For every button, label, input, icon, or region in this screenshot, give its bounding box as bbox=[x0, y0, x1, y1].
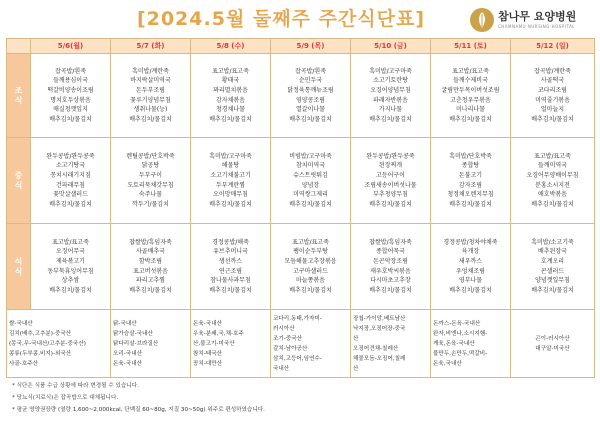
origin-cell bbox=[351, 310, 431, 378]
menu-item: 표고밥/표고죽 bbox=[52, 238, 89, 246]
origin-line: 장첩-가이앙,베트남산 bbox=[353, 315, 406, 322]
menu-item: 굴림만두목이버섯조림 bbox=[441, 86, 500, 94]
menu-item: 생선까스 bbox=[218, 257, 243, 265]
menu-item: 호계오리 bbox=[540, 257, 565, 265]
menu-item: 찹쌀밥/흑임자죽 bbox=[129, 238, 172, 246]
menu-item: 깍두기/물김치 bbox=[132, 200, 169, 208]
menu-item: 슈스트릿튀김 bbox=[293, 171, 328, 179]
menu-cell bbox=[31, 138, 111, 224]
menu-item: 가지나물 bbox=[378, 106, 403, 114]
origin-line: 불만두,손만두,떡갈비- bbox=[433, 350, 488, 357]
menu-item: 팽이순두부탕 bbox=[293, 248, 328, 256]
menu-item: 배추김치/물김치 bbox=[129, 115, 172, 123]
meal-label-text: 중식 bbox=[14, 170, 23, 191]
origin-cell bbox=[191, 310, 271, 378]
menu-item: 배추김치/물김치 bbox=[49, 286, 92, 294]
menu-item: 잡곡밥/흰죽 bbox=[54, 67, 86, 75]
meal-row bbox=[7, 54, 595, 138]
day-header: 5/12 (일) bbox=[511, 39, 595, 54]
menu-item: 꽈리멸치볶음 bbox=[213, 86, 248, 94]
menu-item: 배추김치/물김치 bbox=[369, 115, 412, 123]
menu-item: 배추김치/물김치 bbox=[449, 200, 492, 208]
menu-item: 종합탕 bbox=[461, 162, 480, 170]
menu-item: 오징어양념무침 bbox=[370, 86, 411, 94]
menu-item: 해물탕 bbox=[221, 162, 240, 170]
menu-item: 청정채오렌지무침 bbox=[447, 191, 494, 199]
menu-item: 흑미밥/고구마죽 bbox=[369, 67, 412, 75]
menu-cell bbox=[431, 138, 511, 224]
meal-row bbox=[7, 224, 595, 310]
menu-item: 참치미역국 bbox=[296, 162, 325, 170]
origin-line: 돈육,국내산 bbox=[433, 360, 462, 367]
menu-item: 새우까스 bbox=[458, 257, 483, 265]
meal-label bbox=[7, 138, 31, 224]
menu-item: 배추김치/물김치 bbox=[531, 286, 574, 294]
origin-line: 꽁치-대만산 bbox=[193, 360, 223, 367]
menu-item: 배추김치/물김치 bbox=[209, 200, 252, 208]
menu-item: 파리고추찜 bbox=[136, 277, 165, 285]
menu-item: 콘샐러드 bbox=[540, 267, 565, 275]
menu-item: 영양콩조림 bbox=[296, 96, 325, 104]
menu-item: 들깨미역국 bbox=[538, 162, 567, 170]
note-line: * 당뇨식(치료식)은 잡곡밥으로 대체됩니다. bbox=[12, 395, 119, 401]
menu-cell bbox=[351, 224, 431, 310]
menu-item: 흑미밥/단호박죽 bbox=[449, 152, 492, 160]
menu-item: 감자채볶음 bbox=[216, 96, 245, 104]
menu-item: 새우호박씨볶음 bbox=[370, 267, 411, 275]
menu-cell bbox=[511, 138, 595, 224]
menu-item: 참나물사과무침 bbox=[210, 277, 251, 285]
menu-item: 미역쌍그제리 bbox=[293, 191, 328, 199]
menu-item: 유브추머니국 bbox=[213, 248, 248, 256]
origin-line: 국내산 bbox=[273, 365, 290, 372]
origin-line: 대구알-미국산 bbox=[535, 345, 570, 352]
menu-item: 돈두부조림 bbox=[136, 86, 165, 94]
origin-line: 닭가슴살-국내산 bbox=[113, 330, 153, 337]
menu-item: 육개장 bbox=[461, 248, 480, 256]
origin-line: 산 bbox=[353, 335, 359, 342]
origin-line: 쌀-국내산 bbox=[9, 320, 33, 327]
menu-item: 배추김치/물김치 bbox=[369, 286, 412, 294]
menu-item: 종합어묵국 bbox=[376, 248, 405, 256]
menu-item: 배추김치/물김치 bbox=[209, 115, 252, 123]
origin-cell bbox=[111, 310, 191, 378]
day-header: 5/10 (금) bbox=[351, 39, 431, 54]
menu-item: 비빔밥/고구마죽 bbox=[289, 152, 332, 160]
menu-item: 완두콩밥/완두콩죽 bbox=[366, 152, 415, 160]
menu-item: 건파래무침 bbox=[56, 181, 85, 189]
menu-item: 고춘청우무볶음 bbox=[450, 96, 491, 104]
menu-cell bbox=[431, 54, 511, 138]
menu-item: 연근조림 bbox=[218, 267, 243, 275]
menu-item: 청경채나물 bbox=[216, 106, 245, 114]
menu-item: 꽁치시래기지짐 bbox=[50, 171, 91, 179]
menu-item: 생취나물(능) bbox=[133, 106, 168, 114]
menu-item: 사골떡국 bbox=[540, 77, 565, 85]
menu-item: 들깨수제비국 bbox=[453, 77, 488, 85]
origin-line: 코다리,동태,가자미- bbox=[273, 315, 322, 322]
menu-item: 고등어구이 bbox=[376, 171, 405, 179]
menu-item: 상추쌈 bbox=[61, 277, 80, 285]
menu-item: 오징어무국 bbox=[56, 248, 85, 256]
menu-item: 열갈이나물 bbox=[296, 106, 325, 114]
menu-item: 바지락살미역국 bbox=[130, 77, 171, 85]
menu-item: 부추청양무침 bbox=[373, 191, 408, 199]
origin-cell bbox=[511, 310, 595, 378]
menu-item: 양념깻잎무침 bbox=[535, 277, 570, 285]
menu-item: 렌틸콩밥/단호박죽 bbox=[126, 152, 175, 160]
origin-line: 낙지장,오징어장-중국 bbox=[353, 325, 406, 332]
menu-item: 사골배추국 bbox=[136, 248, 165, 256]
menu-item: 들깨용심이국 bbox=[53, 77, 88, 85]
menu-item: 표고밥/표고죽 bbox=[212, 67, 249, 75]
menu-item: 흑미밥/고구마죽 bbox=[209, 152, 252, 160]
menu-item: 배추김치/물김치 bbox=[449, 115, 492, 123]
menu-item: 양념장 bbox=[301, 181, 320, 189]
origin-line: 돈까스-돈육-국내산 bbox=[433, 320, 481, 327]
corner-cell bbox=[7, 39, 31, 54]
origin-line: 러시아산 bbox=[273, 325, 295, 332]
page-title: [2024.5월 둘째주 주간식단표] bbox=[136, 8, 426, 30]
origin-line: 닭다리살-브라질산 bbox=[113, 340, 159, 347]
menu-item: 조림새송이버섯나물 bbox=[364, 181, 417, 189]
meal-row bbox=[7, 138, 595, 224]
origin-cell bbox=[271, 310, 351, 378]
origin-line: 조기-중국산 bbox=[273, 335, 303, 342]
menu-item: 파래자반볶음 bbox=[373, 96, 408, 104]
menu-item: 제육볶고기 bbox=[56, 257, 85, 265]
menu-item: 황태국 bbox=[221, 77, 240, 85]
menu-item: 도토리묵채갓무침 bbox=[127, 181, 174, 189]
meal-label-text: 조식 bbox=[14, 85, 23, 106]
menu-item: 감자조림 bbox=[458, 181, 483, 189]
menu-item: 흑미밥/소고기죽 bbox=[531, 238, 574, 246]
origin-line: 우육-분쇄,국,채-호주 bbox=[193, 330, 244, 337]
menu-cell bbox=[271, 224, 351, 310]
menu-item: 마늘쫑볶음 bbox=[296, 277, 325, 285]
menu-item: 두부구이 bbox=[138, 171, 163, 179]
note-line: * 평균 영양권장량 (열량 1,600~2,000kcal, 단백질 60~80g, 지질 30~50g) 위주로 편성하였습니다. bbox=[12, 407, 265, 413]
origin-row bbox=[7, 310, 595, 378]
logo-name: 참나무 요양병원 bbox=[498, 10, 577, 23]
menu-item: 표고밥/표고죽 bbox=[452, 67, 489, 75]
menu-item: 꽃맛살샐러드 bbox=[53, 191, 88, 199]
menu-item: 소고기채불고기 bbox=[210, 171, 251, 179]
note-line: * 식단은 식품 수급 상황에 따라 변경될 수 있습니다. bbox=[12, 383, 139, 389]
origin-line: 갈치-남아공산 bbox=[273, 345, 308, 352]
origin-line: 돈육-국내산 bbox=[113, 360, 143, 367]
menu-item: 소고기탕국 bbox=[56, 162, 85, 170]
menu-item: 배추김치/물김치 bbox=[289, 286, 332, 294]
menu-item: 두부계란찜 bbox=[216, 181, 245, 189]
origin-line: 오리-국내산 bbox=[113, 350, 143, 357]
menu-item: 된장찌개 bbox=[378, 162, 403, 170]
menu-item: 동부묵휴잉어무침 bbox=[47, 267, 94, 275]
oak-leaf-icon bbox=[470, 8, 494, 32]
meal-label bbox=[7, 224, 31, 310]
menu-item: 배추김치/물김치 bbox=[449, 286, 492, 294]
menu-cell bbox=[191, 138, 271, 224]
menu-item: 표고버섯볶음 bbox=[133, 267, 168, 275]
menu-item: 애호박볶음 bbox=[538, 191, 567, 199]
menu-item: 흑미밥/계란죽 bbox=[132, 67, 169, 75]
menu-item: 잡곡밥/흰죽 bbox=[294, 67, 326, 75]
origin-cell bbox=[431, 310, 511, 378]
menu-cell bbox=[351, 138, 431, 224]
origin-line: 해물모듬-오징어,칠레 bbox=[353, 355, 406, 362]
weekly-menu-table bbox=[6, 38, 595, 310]
menu-item: 완두콩밥/완두콩죽 bbox=[46, 152, 95, 160]
menu-item: 오징어무양배이무침 bbox=[526, 171, 579, 179]
menu-item: 우엉채조림 bbox=[456, 267, 485, 275]
menu-item: 다시마초고추장 bbox=[370, 277, 411, 285]
menu-item: 경정콩밥/해죽 bbox=[212, 238, 249, 246]
menu-item: 떡갈비양송이조림 bbox=[47, 86, 94, 94]
origin-line: 산 bbox=[353, 365, 359, 372]
menu-item: 배추김치/물김치 bbox=[49, 200, 92, 208]
menu-item: 꽃루기양념무침 bbox=[130, 96, 171, 104]
menu-item: 얼마늘지 bbox=[540, 106, 565, 114]
menu-item: 분홍소시지전 bbox=[535, 181, 570, 189]
menu-cell bbox=[511, 54, 595, 138]
menu-item: 매실청깻잎지 bbox=[53, 106, 88, 114]
menu-item: 미나리나물 bbox=[456, 106, 485, 114]
menu-item: 소고기토란탕 bbox=[373, 77, 408, 85]
menu-cell bbox=[111, 54, 191, 138]
menu-item: 배추된장국 bbox=[538, 248, 567, 256]
origin-line: 닭-국내산 bbox=[113, 320, 137, 327]
origin-line: 돈육-국내산 bbox=[193, 320, 223, 327]
menu-item: 배추김치/물김치 bbox=[289, 115, 332, 123]
menu-item: 돈불고기 bbox=[458, 171, 483, 179]
menu-item: 배추김치/물김치 bbox=[531, 115, 574, 123]
day-header: 5/9 (목) bbox=[271, 39, 351, 54]
menu-item: 미역줄기볶음 bbox=[535, 96, 570, 104]
menu-item: 배추김치/물김치 bbox=[369, 200, 412, 208]
menu-cell bbox=[431, 224, 511, 310]
menu-item: 표고밥/표고죽 bbox=[292, 238, 329, 246]
menu-item: 표고밥/표고죽 bbox=[534, 152, 571, 160]
menu-cell bbox=[351, 54, 431, 138]
origin-line: 삼치,고등어,임연수- bbox=[273, 355, 322, 362]
day-header-row bbox=[7, 39, 595, 54]
menu-item: 경정콩밥/청차야채죽 bbox=[443, 238, 498, 246]
origin-line: 오징어견채-칠레산 bbox=[353, 345, 399, 352]
origin-line: 김치(배추,고추분)-중국산 bbox=[9, 330, 72, 337]
day-header: 5/8 (수) bbox=[191, 39, 271, 54]
menu-item: 닭공탕 bbox=[141, 162, 160, 170]
menu-cell bbox=[111, 138, 191, 224]
menu-cell bbox=[111, 224, 191, 310]
menu-cell bbox=[191, 224, 271, 310]
menu-item: 함박조림 bbox=[138, 257, 163, 265]
hospital-logo bbox=[470, 6, 596, 36]
menu-item: 찹쌀밥/흑임자죽 bbox=[369, 238, 412, 246]
logo-subtitle: CHAMNAMU NURSING HOSPITAL bbox=[498, 24, 576, 29]
menu-item: 영부나물 bbox=[458, 277, 483, 285]
origin-line: 콩류(두부콩,비지)-외국산 bbox=[9, 350, 72, 357]
menu-item: 배추김치/물김치 bbox=[289, 200, 332, 208]
menu-cell bbox=[511, 224, 595, 310]
menu-item: 배추김치/물김치 bbox=[129, 286, 172, 294]
notes bbox=[12, 380, 592, 416]
menu-item: 돈곤악장조림 bbox=[373, 257, 408, 265]
header bbox=[0, 0, 600, 40]
origin-table bbox=[6, 309, 595, 378]
menu-item: 배추김치/물김치 bbox=[49, 115, 92, 123]
menu-item: 순민두국 bbox=[298, 77, 323, 85]
origin-line: 산,불고기-미국산 bbox=[193, 340, 235, 347]
menu-item: 코다리조림 bbox=[538, 86, 567, 94]
origin-line: 곤이-러시아산 bbox=[535, 335, 570, 342]
origin-line: 참치-태국산 bbox=[193, 350, 223, 357]
menu-item: 배추김치/물김치 bbox=[531, 200, 574, 208]
day-header: 5/7 (화) bbox=[111, 39, 191, 54]
menu-item: 모듬해물고추장볶음 bbox=[284, 257, 337, 265]
menu-item: 명치호두상볶음 bbox=[50, 96, 91, 104]
meal-label-text: 석식 bbox=[14, 256, 23, 277]
day-header: 5/11 (토) bbox=[431, 39, 511, 54]
menu-cell bbox=[31, 224, 111, 310]
origin-line: 게육,돈육-국내산 bbox=[433, 340, 475, 347]
origin-line: (몽국,무-국내산/고추분-중국산) bbox=[9, 340, 86, 347]
origin-line: 사골-호주산 bbox=[9, 360, 39, 367]
menu-cell bbox=[271, 54, 351, 138]
menu-cell bbox=[271, 138, 351, 224]
menu-item: 오이망매무침 bbox=[213, 191, 248, 199]
meal-label bbox=[7, 54, 31, 138]
menu-cell bbox=[191, 54, 271, 138]
menu-item: 잡곡밥/계란죽 bbox=[534, 67, 571, 75]
menu-cell bbox=[31, 54, 111, 138]
menu-item: 고구마샐러드 bbox=[293, 267, 328, 275]
menu-item: 배추김치/물김치 bbox=[209, 286, 252, 294]
menu-item: 숙주나물 bbox=[138, 191, 163, 199]
origin-line: 완자,비엔나,소시지햄- bbox=[433, 330, 488, 337]
menu-item: 닭정육통깨뉴조림 bbox=[287, 86, 334, 94]
origin-cell bbox=[7, 310, 111, 378]
day-header: 5/6(월) bbox=[31, 39, 111, 54]
